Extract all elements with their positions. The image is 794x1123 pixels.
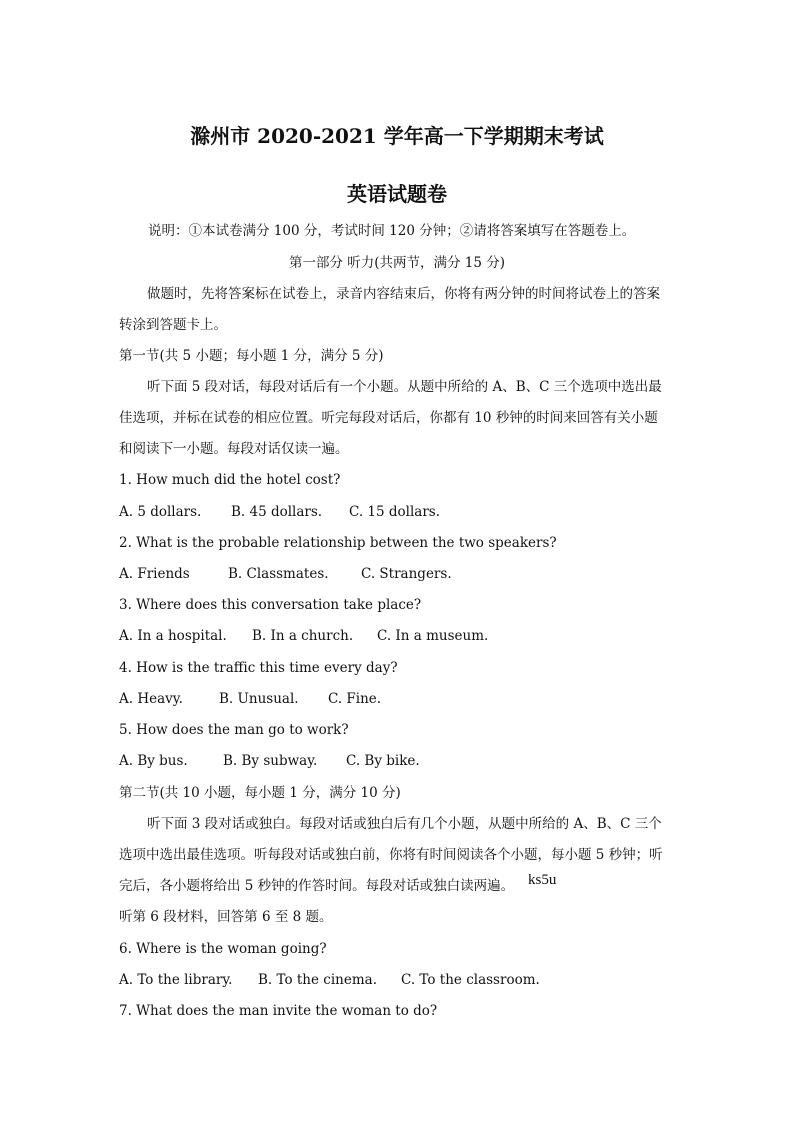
exam-subtitle: 英语试题卷 xyxy=(347,182,447,206)
option-6c: C. To the classroom. xyxy=(401,972,540,988)
option-2c: C. Strangers. xyxy=(361,566,452,582)
section2-directions-line1: 听下面 3 段对话或独白。每段对话或独白后有几个小题，从题中所给的 A、B、C 三个 xyxy=(147,816,662,832)
question-6: 6. Where is the woman going? xyxy=(119,941,327,957)
option-3b: B. In a church. xyxy=(252,628,354,644)
question-7: 7. What does the man invite the woman to do? xyxy=(119,1003,438,1019)
question-4: 4. How is the traffic this time every day? xyxy=(119,660,398,676)
part1-intro-line2: 转涂到答题卡上。 xyxy=(119,317,227,333)
section2-heading: 第二节(共 10 小题，每小题 1 分，满分 10 分) xyxy=(119,785,401,801)
section1-directions-line2: 佳选项，并标在试卷的相应位置。听完每段对话后，你都有 10 秒钟的时间来回答有关小题 xyxy=(119,410,658,426)
option-5c: C. By bike. xyxy=(346,753,420,769)
option-4b: B. Unusual. xyxy=(219,691,299,707)
option-2a: A. Friends xyxy=(119,566,190,582)
option-3c: C. In a museum. xyxy=(377,628,489,644)
option-6a: A. To the library. xyxy=(119,972,233,988)
option-1b: B. 45 dollars. xyxy=(231,504,323,520)
material-note: 听第 6 段材料，回答第 6 至 8 题。 xyxy=(119,909,333,925)
watermark: ks5u xyxy=(528,872,557,888)
option-2b: B. Classmates. xyxy=(228,566,329,582)
part1-heading: 第一部分 听力(共两节，满分 15 分) xyxy=(288,255,506,271)
question-2: 2. What is the probable relationship between the two speakers? xyxy=(119,535,557,551)
section2-directions-line2: 选项中选出最佳选项。听每段对话或独白前，你将有时间阅读各个小题，每小题 5 秒钟；听 xyxy=(119,847,663,863)
option-4a: A. Heavy. xyxy=(119,691,183,707)
section1-directions-line3: 和阅读下一小题。每段对话仅读一遍。 xyxy=(119,441,349,457)
question-1: 1. How much did the hotel cost? xyxy=(119,472,341,488)
part1-intro-line1: 做题时，先将答案标在试卷上，录音内容结束后，你将有两分钟的时间将试卷上的答案 xyxy=(147,286,660,302)
option-1c: C. 15 dollars. xyxy=(349,504,441,520)
question-3: 3. Where does this conversation take place? xyxy=(119,597,422,613)
question-5: 5. How does the man go to work? xyxy=(119,722,349,738)
option-4c: C. Fine. xyxy=(328,691,382,707)
option-1a: A. 5 dollars. xyxy=(119,504,202,520)
option-3a: A. In a hospital. xyxy=(119,628,227,644)
exam-title: 滁州市 2020-2021 学年高一下学期期末考试 xyxy=(190,124,604,148)
option-5b: B. By subway. xyxy=(223,753,318,769)
option-5a: A. By bus. xyxy=(119,753,188,769)
section2-directions-line3: 完后，各小题将给出 5 秒钟的作答时间。每段对话或独白读两遍。 xyxy=(119,878,515,894)
instructions: 说明：①本试卷满分 100 分，考试时间 120 分钟；②请将答案填写在答题卷上。 xyxy=(148,223,636,239)
option-6b: B. To the cinema. xyxy=(258,972,377,988)
section1-heading: 第一节(共 5 小题；每小题 1 分，满分 5 分) xyxy=(119,348,384,364)
section1-directions-line1: 听下面 5 段对话，每段对话后有一个小题。从题中所给的 A、B、C 三个选项中选出最 xyxy=(147,379,662,395)
